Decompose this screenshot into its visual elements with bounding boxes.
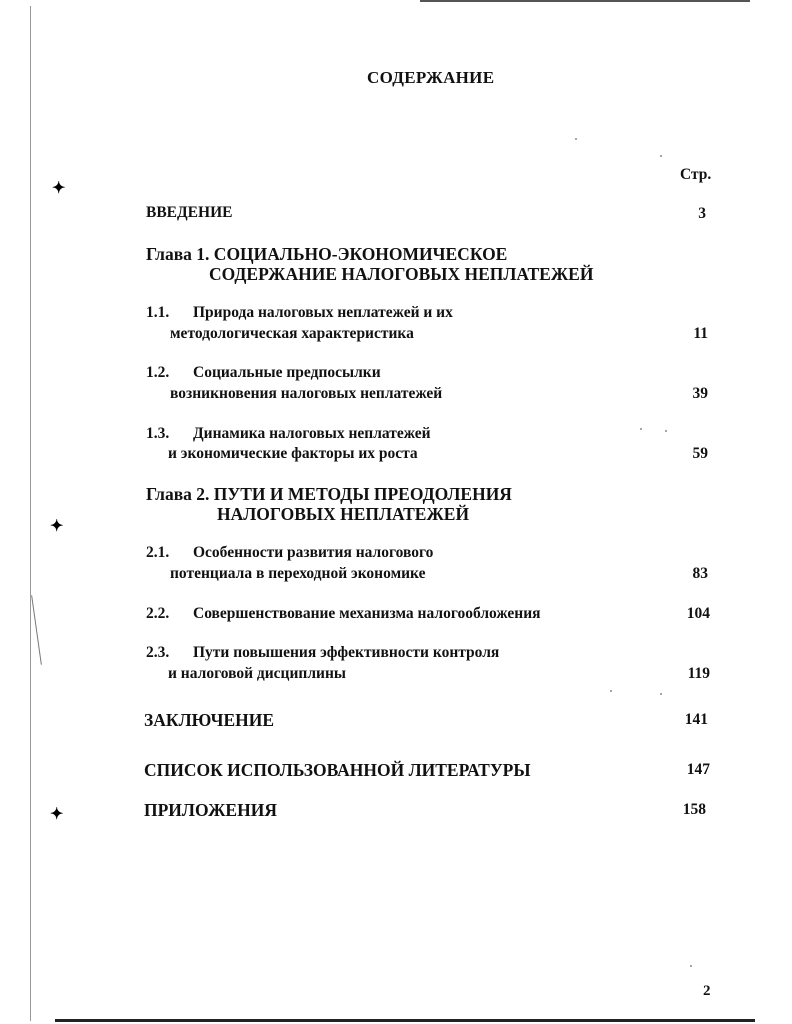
toc-appendices-page: 158 <box>682 801 706 818</box>
toc-intro-page: 3 <box>698 205 706 222</box>
section-2-2-title: Совершенствование механизма налогообложения <box>193 605 541 622</box>
section-2-1-number: 2.1. <box>146 544 170 561</box>
section-2-1-title-line1: Особенности развития налогового <box>193 544 434 561</box>
section-1-1-page: 11 <box>693 325 708 342</box>
section-2-2-number: 2.2. <box>146 605 170 622</box>
section-1-1-number: 1.1. <box>146 304 170 321</box>
section-1-2-page: 39 <box>692 385 708 402</box>
page-number: 2 <box>703 983 711 999</box>
chapter1-title-line1: Глава 1. СОЦИАЛЬНО-ЭКОНОМИЧЕСКОЕ <box>146 244 508 264</box>
section-1-3-title-line1: Динамика налоговых неплатежей <box>193 425 431 442</box>
chapter2-title-line1: Глава 2. ПУТИ И МЕТОДЫ ПРЕОДОЛЕНИЯ <box>146 484 512 504</box>
punch-hole-mark: ✦ <box>52 180 66 197</box>
section-1-1-title-line2: методологическая характеристика <box>170 325 414 342</box>
scan-top-edge <box>420 0 750 2</box>
scan-speck <box>575 138 577 140</box>
scan-speck <box>610 690 612 692</box>
toc-references-label: СПИСОК ИСПОЛЬЗОВАННОЙ ЛИТЕРАТУРЫ <box>144 760 531 780</box>
punch-hole-mark: ✦ <box>50 806 64 823</box>
section-1-2-number: 1.2. <box>146 364 170 381</box>
scan-left-edge <box>30 6 31 1021</box>
page-title: СОДЕРЖАНИЕ <box>367 68 495 87</box>
toc-conclusion-label: ЗАКЛЮЧЕНИЕ <box>144 710 275 730</box>
section-1-3-number: 1.3. <box>146 425 170 442</box>
scan-streak <box>31 595 42 664</box>
section-1-3-title-line2: и экономические факторы их роста <box>168 445 418 462</box>
scan-speck <box>690 965 692 967</box>
chapter2-title-line2: НАЛОГОВЫХ НЕПЛАТЕЖЕЙ <box>217 504 470 524</box>
toc-conclusion-page: 141 <box>684 711 708 728</box>
toc-references-page: 147 <box>686 761 710 778</box>
section-2-1-page: 83 <box>692 565 708 582</box>
section-1-2-title-line1: Социальные предпосылки <box>193 364 381 381</box>
section-1-1-title-line1: Природа налоговых неплатежей и их <box>193 304 453 321</box>
page-column-header: Стр. <box>680 166 712 183</box>
scan-speck <box>660 693 662 695</box>
chapter1-title-line2: СОДЕРЖАНИЕ НАЛОГОВЫХ НЕПЛАТЕЖЕЙ <box>209 264 594 284</box>
scan-speck <box>660 155 662 157</box>
section-2-3-title-line2: и налоговой дисциплины <box>168 665 347 682</box>
section-2-3-number: 2.3. <box>146 644 170 661</box>
section-2-2-page: 104 <box>686 605 710 622</box>
toc-intro-label: ВВЕДЕНИЕ <box>146 204 233 221</box>
section-2-3-page: 119 <box>687 665 710 682</box>
scan-bottom-edge <box>55 1019 755 1022</box>
punch-hole-mark: ✦ <box>50 518 64 535</box>
section-2-3-title-line1: Пути повышения эффективности контроля <box>193 644 500 661</box>
scan-speck <box>665 430 667 432</box>
section-2-1-title-line2: потенциала в переходной экономике <box>170 565 426 582</box>
section-1-3-page: 59 <box>692 445 708 462</box>
toc-appendices-label: ПРИЛОЖЕНИЯ <box>144 800 277 820</box>
section-1-2-title-line2: возникновения налоговых неплатежей <box>170 385 443 402</box>
scan-speck <box>640 428 642 430</box>
